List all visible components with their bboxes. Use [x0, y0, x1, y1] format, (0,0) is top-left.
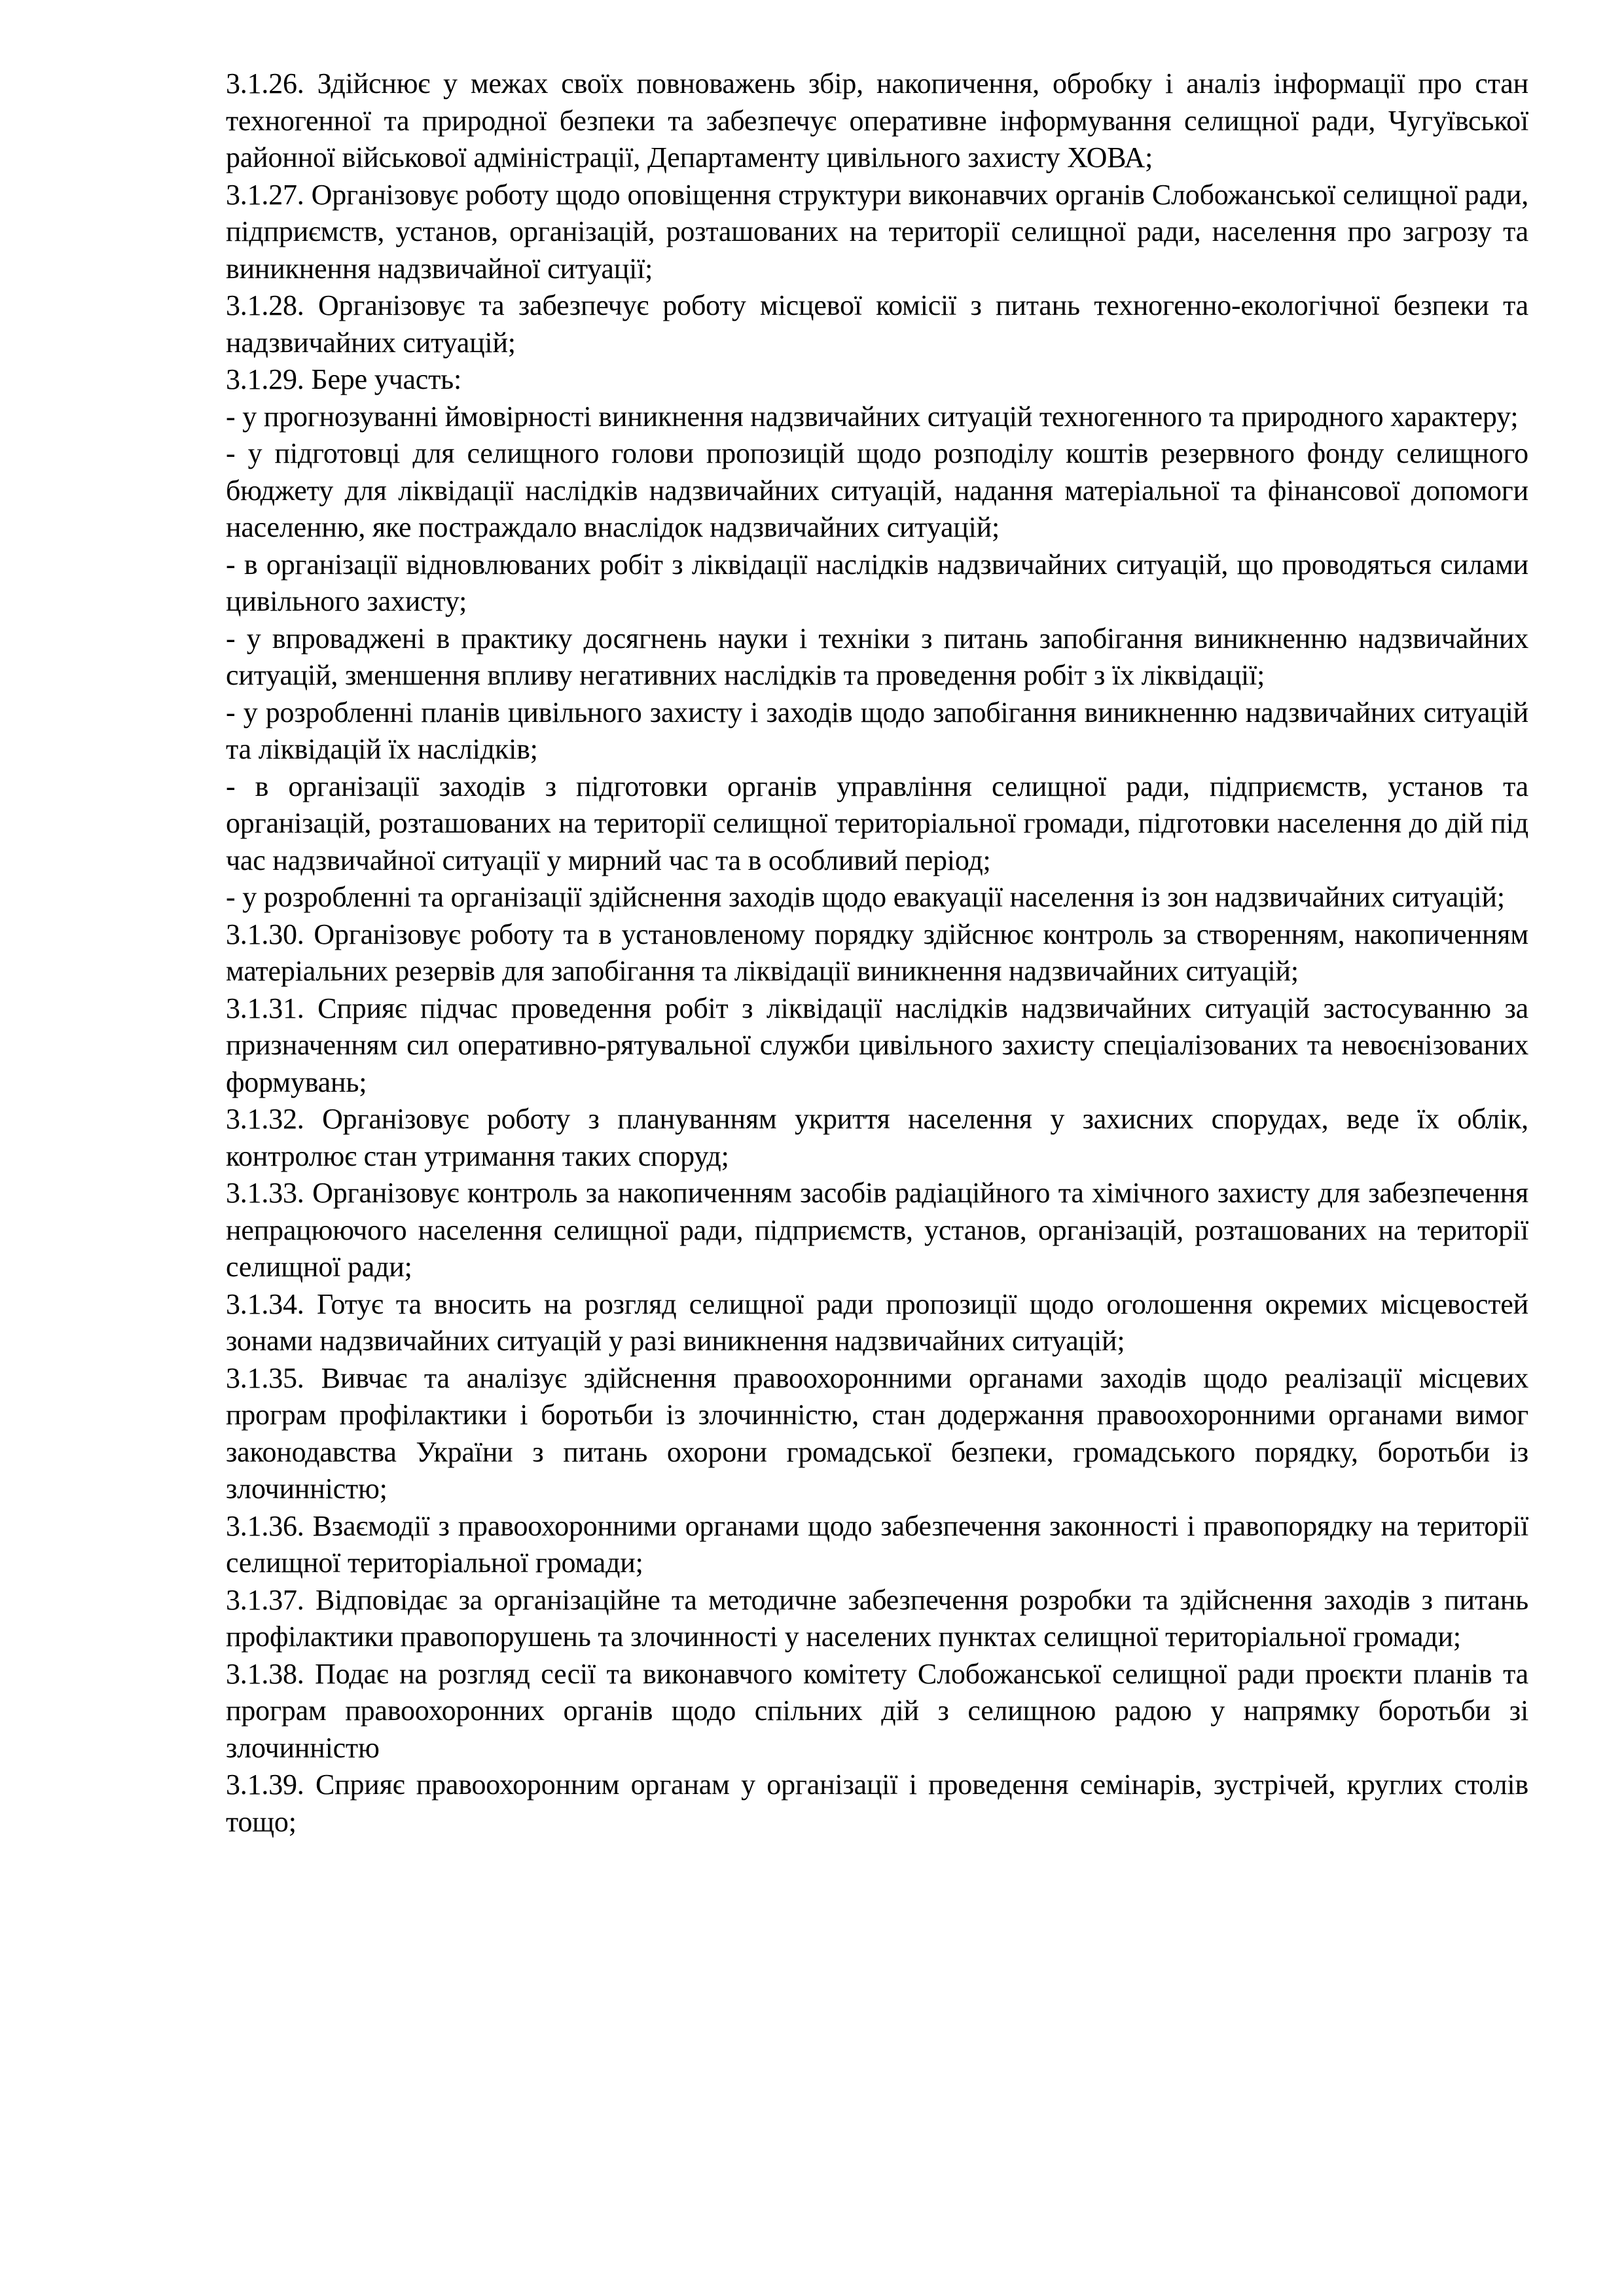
paragraph: - у розробленні планів цивільного захисту і заходів щодо запобігання виникненню надзвичайних ситуацій та ліквідацій їх наслідків;: [226, 696, 1528, 765]
paragraph: 3.1.32. Організовує роботу з плануванням укриття населення у захисних спорудах, веде їх облік, контролює стан утримання таких споруд;: [226, 1103, 1528, 1172]
paragraph: 3.1.26. Здійснює у межах своїх повноважень збір, накопичення, обробку і аналіз інформації про стан техногенної та природної безпеки та забезпечує оперативне інформування селищної ради, Чугуївської районної військової адміністрації, Департаменту цивільного захисту ХОВА;: [226, 67, 1528, 173]
paragraph: - в організації заходів з підготовки органів управління селищної ради, підприємств, установ та організацій, розташованих на території селищної територіальної громади, підготовки населення до дій під час надзвичайної ситуації у мирний час та в особливий період;: [226, 770, 1528, 876]
paragraph: 3.1.27. Організовує роботу щодо оповіщення структури виконавчих органів Слобожанської селищної ради, підприємств, установ, організацій, розташованих на території селищної ради, населення про загрозу та виникнення надзвичайної ситуації;: [226, 178, 1528, 285]
paragraph: 3.1.30. Організовує роботу та в установленому порядку здійснює контроль за створенням, накопиченням матеріальних резервів для запобігання та ліквідації виникнення надзвичайних ситуацій;: [226, 918, 1528, 987]
paragraph: 3.1.31. Сприяє підчас проведення робіт з ліквідації наслідків надзвичайних ситуацій застосуванню за призначенням сил оперативно-рятувальної служби цивільного захисту спеціалізованих та невоєнізованих формувань;: [226, 992, 1528, 1098]
paragraph: 3.1.34. Готує та вносить на розгляд селищної ради пропозиції щодо оголошення окремих місцевостей зонами надзвичайних ситуацій у разі виникнення надзвичайних ситуацій;: [226, 1287, 1528, 1357]
paragraph: - у впроваджені в практику досягнень науки і техніки з питань запобігання виникненню надзвичайних ситуацій, зменшення впливу негативних наслідків та проведення робіт з їх ліквідації;: [226, 622, 1528, 691]
paragraph: - у підготовці для селищного голови пропозицій щодо розподілу коштів резервного фонду селищного бюджету для ліквідації наслідків надзвичайних ситуацій, надання матеріальної та фінансової допомоги населенню, яке постраждало внаслідок надзвичайних ситуацій;: [226, 437, 1528, 543]
paragraph: - у прогнозуванні ймовірності виникнення надзвичайних ситуацій техногенного та природного характеру;: [226, 400, 1519, 433]
paragraph: - в організації відновлюваних робіт з ліквідації наслідків надзвичайних ситуацій, що проводяться силами цивільного захисту;: [226, 548, 1528, 617]
paragraph: 3.1.36. Взаємодії з правоохоронними органами щодо забезпечення законності і правопорядку на території селищної територіальної громади;: [226, 1509, 1528, 1579]
paragraph: 3.1.39. Сприяє правоохоронним органам у організації і проведення семінарів, зустрічей, круглих столів тощо;: [226, 1768, 1528, 1838]
paragraph: - у розробленні та організації здійснення заходів щодо евакуації населення із зон надзвичайних ситуацій;: [226, 881, 1505, 913]
paragraph: 3.1.37. Відповідає за організаційне та методичне забезпечення розробки та здійснення заходів з питань профілактики правопорушень та злочинності у населених пунктах селищної територіальної громади;: [226, 1583, 1528, 1653]
paragraph: 3.1.33. Організовує контроль за накопиченням засобів радіаційного та хімічного захисту для забезпечення непрацюючого населення селищної ради, підприємств, установ, організацій, розташованих на території селищної ради;: [226, 1177, 1528, 1283]
paragraph: 3.1.29. Бере участь:: [226, 363, 462, 395]
paragraph: 3.1.35. Вивчає та аналізує здійснення правоохоронними органами заходів щодо реалізації місцевих програм профілактики і боротьби із злочинністю, стан додержання правоохоронними органами вимог законодавства України з питань охорони громадської безпеки, громадського порядку, боротьби із злочинністю;: [226, 1361, 1528, 1505]
paragraph: 3.1.38. Подає на розгляд сесії та виконавчого комітету Слобожанської селищної ради проєкти планів та програм правоохоронних органів щодо спільних дій з селищною радою у напрямку боротьби зі злочинністю: [226, 1657, 1528, 1764]
document-text-block: [226, 65, 1528, 1840]
paragraph: 3.1.28. Організовує та забезпечує роботу місцевої комісії з питань техногенно-екологічної безпеки та надзвичайних ситуацій;: [226, 289, 1528, 359]
